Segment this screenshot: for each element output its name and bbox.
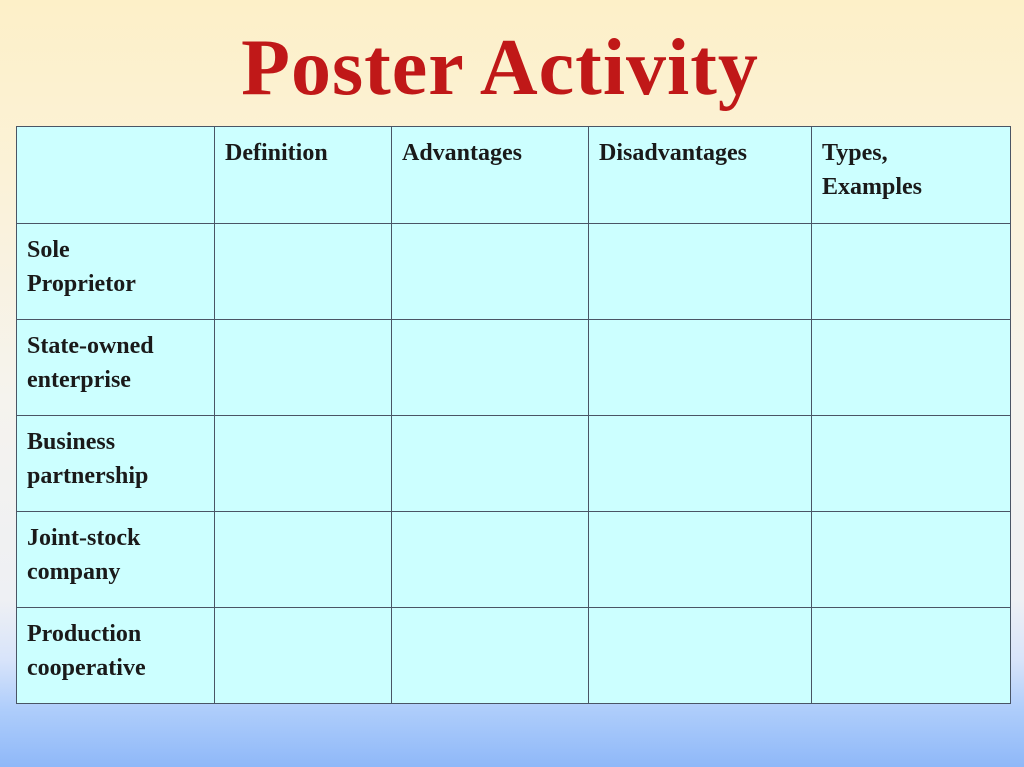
table-row bbox=[17, 416, 1011, 512]
table-cell bbox=[392, 224, 589, 320]
table-cell bbox=[589, 512, 812, 608]
poster-table bbox=[16, 126, 1011, 704]
slide-title: Poster Activity bbox=[241, 24, 759, 112]
table-cell bbox=[589, 320, 812, 416]
row-label-state-owned-enterprise: State-owned enterprise bbox=[17, 320, 215, 416]
table-cell bbox=[812, 224, 1011, 320]
header-cell-corner bbox=[17, 127, 215, 224]
table-cell bbox=[215, 608, 392, 704]
table-cell bbox=[589, 224, 812, 320]
table-cell bbox=[392, 608, 589, 704]
table-cell bbox=[392, 320, 589, 416]
table-cell bbox=[812, 320, 1011, 416]
table-cell bbox=[812, 416, 1011, 512]
table-cell bbox=[589, 608, 812, 704]
table-cell bbox=[812, 608, 1011, 704]
row-label-sole-proprietor: Sole Proprietor bbox=[17, 224, 215, 320]
table-header-row bbox=[17, 127, 1011, 224]
table-cell bbox=[589, 416, 812, 512]
table-cell bbox=[215, 416, 392, 512]
header-cell-types-examples: Types, Examples bbox=[812, 127, 1011, 224]
table-cell bbox=[812, 512, 1011, 608]
header-cell-definition: Definition bbox=[215, 127, 392, 224]
table-cell bbox=[392, 416, 589, 512]
table-cell bbox=[392, 512, 589, 608]
row-label-production-cooperative: Production cooperative bbox=[17, 608, 215, 704]
header-cell-disadvantages: Disadvantages bbox=[589, 127, 812, 224]
row-label-business-partnership: Business partnership bbox=[17, 416, 215, 512]
table-cell bbox=[215, 320, 392, 416]
table-cell bbox=[215, 224, 392, 320]
header-cell-advantages: Advantages bbox=[392, 127, 589, 224]
table-cell bbox=[215, 512, 392, 608]
table-row bbox=[17, 608, 1011, 704]
row-label-joint-stock-company: Joint-stock company bbox=[17, 512, 215, 608]
table-row bbox=[17, 224, 1011, 320]
table-row bbox=[17, 320, 1011, 416]
table-row bbox=[17, 512, 1011, 608]
